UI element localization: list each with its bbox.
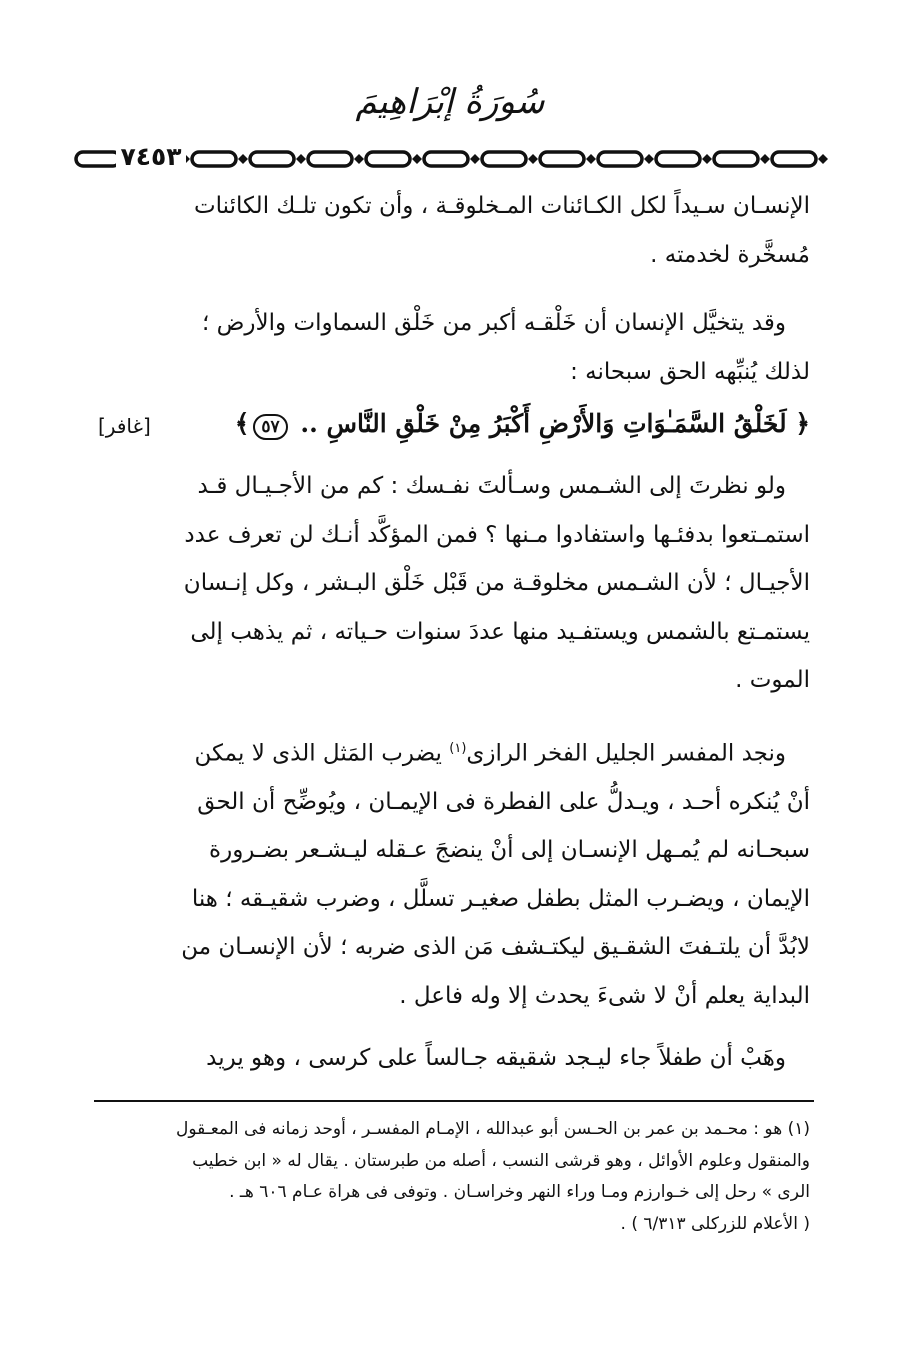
- footnote-line: الرى » رحل إلى خـوارزم ومـا وراء النهر وخراسـان . وتوفى فى هراة عـام ٦٠٦ هـ .: [229, 1182, 810, 1202]
- text-line: أنْ يُنكره أحـد ، ويـدلُّ على الفطرة فى الإيمـان ، ويُوضِّح أن الحق: [197, 788, 810, 815]
- text-line: الإيمان ، ويضـرب المثل بطفل صغيـر تسلَّل ، وضرب شقيـقه ؛ هنا: [191, 885, 810, 912]
- diamond-icon: [528, 154, 538, 164]
- text-line: [98, 725, 810, 778]
- text-line: استمـتعوا بدفئـها واستفادوا مـنها ؟ فمن المؤكَّد أنـك لن تعرف عدد: [184, 521, 810, 548]
- verse-text-block: [235, 400, 810, 449]
- text-line: يستمـتع بالشمس ويستفـيد منها عددَ سنوات حـياته ، ثم يذهب إلى: [190, 618, 810, 645]
- footnote-line: والمنقول وعلوم الأوائل ، وهو قرشى النسب ، أصله من طبرستان . يقال له « ابن خطيب: [192, 1150, 810, 1171]
- text-segment: ونجد المفسر الجليل الفخر الرازى: [466, 740, 786, 767]
- diamond-icon: [702, 154, 712, 164]
- quran-verse: [98, 400, 810, 452]
- page-number: ٧٤٥٣: [116, 142, 186, 172]
- verse-reference: [غافر]: [98, 414, 151, 438]
- text-line: لابُدَّ أن يلتـفتَ الشقـيق ليكتـشف مَن الذى ضربه ؛ لأن الإنسـان من: [181, 934, 810, 961]
- diamond-icon: [818, 154, 828, 164]
- text-line: سبحـانه لم يُمـهل الإنسـان إلى أنْ ينضجَ عـقله ليـشـعر بضـرورة: [209, 837, 810, 864]
- diamond-icon: [296, 154, 306, 164]
- footnote-line: ( الأعلام للزركلى ٦/٣١٣ ) .: [620, 1213, 810, 1234]
- footnote-divider: [94, 1100, 814, 1102]
- diamond-icon: [644, 154, 654, 164]
- surah-title: سُورَةُ إبْرَاهِيمَ: [355, 82, 545, 122]
- chain-link-icon: [192, 152, 236, 166]
- chain-link-icon: [772, 152, 816, 166]
- chain-link-icon: [250, 152, 294, 166]
- chain-link-icon: [424, 152, 468, 166]
- diamond-icon: [238, 154, 248, 164]
- text-line: وقد يتخيَّل الإنسان أن خَلْقـه أكبر من خَلْق السماوات والأرض ؛: [202, 310, 786, 336]
- verse-text: ﴿ لَخَلْقُ السَّمَـٰوَاتِ وَالأَرْضِ أَكْبَرُ مِنْ خَلْقِ النَّاسِ ..: [291, 409, 810, 438]
- text-line: لذلك يُنبِّهه الحق سبحانه :: [570, 358, 810, 385]
- text-line: مُسخَّرة لخدمته .: [650, 241, 810, 268]
- verse-close-bracket: ﴾: [234, 409, 250, 438]
- footnote-marker: (١): [449, 740, 467, 756]
- diamond-icon: [412, 154, 422, 164]
- diamond-icon: [760, 154, 770, 164]
- text-line: الأجيـال ؛ لأن الشـمس مخلوقـة من قَبْل خَلْق البـشر ، وكل إنـسان: [183, 570, 810, 596]
- text-line: ولو نظرتَ إلى الشـمس وسـألتَ نفـسك : كم من الأجـيـال قـد: [197, 473, 786, 499]
- text-line: الموت .: [735, 667, 810, 693]
- footnote: [98, 1114, 810, 1240]
- chain-link-icon: [714, 152, 758, 166]
- text-segment: يضرب المَثل الذى لا يمكن: [194, 740, 450, 767]
- chain-link-icon: [540, 152, 584, 166]
- footnote-line: (١) هو : محـمد بن عمر بن الحـسن أبو عبدالله ، الإمـام المفسـر ، أوحد زمانه فى المعـقول: [176, 1119, 810, 1139]
- diamond-icon: [470, 154, 480, 164]
- main-text: [98, 182, 810, 1083]
- chain-link-icon: [366, 152, 410, 166]
- chain-link-icon: [308, 152, 352, 166]
- diamond-icon: [586, 154, 596, 164]
- chain-link-icon: [598, 152, 642, 166]
- chain-link-icon: [656, 152, 700, 166]
- text-line: وهَبْ أن طفلاً جاء ليـجد شقيقه جـالساً على كرسى ، وهو يريد: [206, 1045, 786, 1072]
- chain-link-icon: [482, 152, 526, 166]
- diamond-icon: [354, 154, 364, 164]
- chain-link-icon: [76, 152, 120, 166]
- verse-number-badge: ٥٧: [253, 414, 287, 440]
- text-line: البداية يعلم أنْ لا شىءَ يحدث إلا وله فاعل .: [399, 982, 810, 1009]
- text-line: الإنسـان سـيداً لكل الكـائنات المـخلوقـة ، وأن تكون تلـك الكائنات: [193, 193, 810, 219]
